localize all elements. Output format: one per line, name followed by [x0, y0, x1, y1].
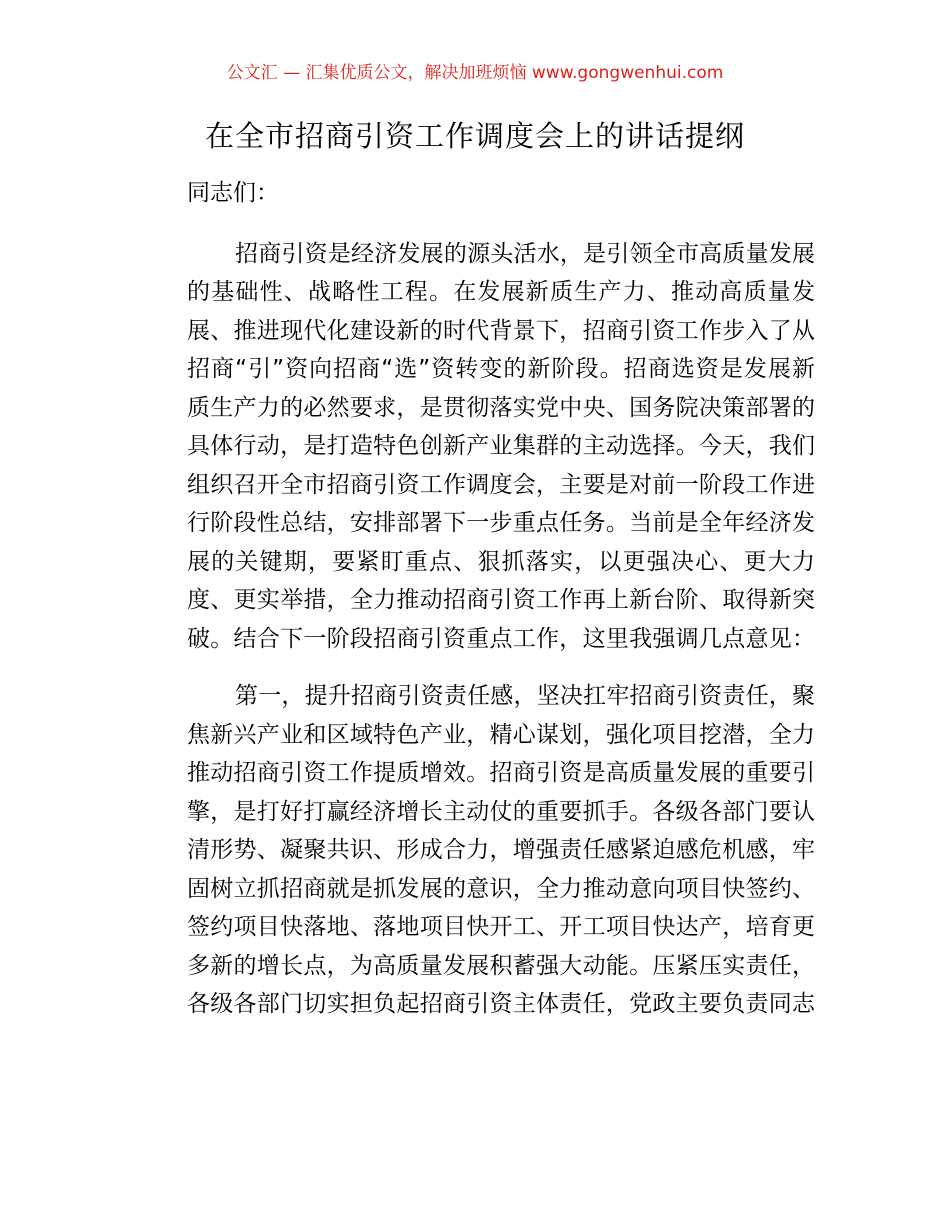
paragraph-line: 的基础性、战略性工程。在发展新质生产力、推动高质量发 [187, 279, 815, 305]
header-banner: 公文汇 — 汇集优质公文，解决加班烦恼 www.gongwenhui.com [226, 63, 724, 83]
paragraph-1 [140, 235, 815, 659]
paragraph-line: 擎，是打好打赢经济增长主动仗的重要抓手。各级各部门要认 [187, 798, 815, 825]
paragraph-line: 行阶段性总结，安排部署下一步重点任务。当前是全年经济发 [187, 510, 815, 536]
paragraph-line: 质生产力的必然要求，是贯彻落实党中央、国务院决策部署的 [187, 394, 815, 421]
paragraph-line: 固树立抓招商就是抓发展的意识，全力推动意向项目快签约、 [187, 875, 815, 902]
paragraph-line: 多新的增长点，为高质量发展积蓄强大动能。压紧压实责任， [187, 952, 815, 979]
document-body [140, 174, 815, 1024]
paragraph-line: 展、推进现代化建设新的时代背景下，招商引资工作步入了从 [187, 317, 815, 344]
paragraph-line: 推动招商引资工作提质增效。招商引资是高质量发展的重要引 [187, 760, 815, 786]
paragraph-line: 度、更实举措，全力推动招商引资工作再上新台阶、取得新突 [187, 587, 815, 613]
paragraph-line: 组织召开全市招商引资工作调度会，主要是对前一阶段工作进 [187, 471, 815, 498]
paragraph-line: 第一，提升招商引资责任感，坚决扛牢招商引资责任，聚 [235, 683, 815, 709]
paragraph-2 [140, 677, 815, 1024]
paragraph-line: 展的关键期，要紧盯重点、狠抓落实，以更强决心、更大力 [187, 548, 815, 575]
paragraph-line: 招商“引”资向招商“选”资转变的新阶段。招商选资是发展新 [187, 356, 815, 382]
paragraph-line: 破。结合下一阶段招商引资重点工作，这里我强调几点意见： [187, 625, 815, 652]
salutation: 同志们： [187, 180, 279, 206]
paragraph-line: 焦新兴产业和区域特色产业，精心谋划，强化项目挖潜，全力 [187, 721, 815, 748]
paragraph-line: 具体行动，是打造特色创新产业集群的主动选择。今天，我们 [187, 433, 815, 459]
document-title: 在全市招商引资工作调度会上的讲话提纲 [204, 119, 745, 153]
paragraph-line: 招商引资是经济发展的源头活水，是引领全市高质量发展 [235, 240, 815, 267]
paragraph-line: 签约项目快落地、落地项目快开工、开工项目快达产，培育更 [187, 914, 815, 940]
paragraph-line: 清形势、凝聚共识、形成合力，增强责任感紧迫感危机感，牢 [187, 837, 815, 863]
paragraph-line: 各级各部门切实担负起招商引资主体责任，党政主要负责同志 [187, 991, 815, 1017]
